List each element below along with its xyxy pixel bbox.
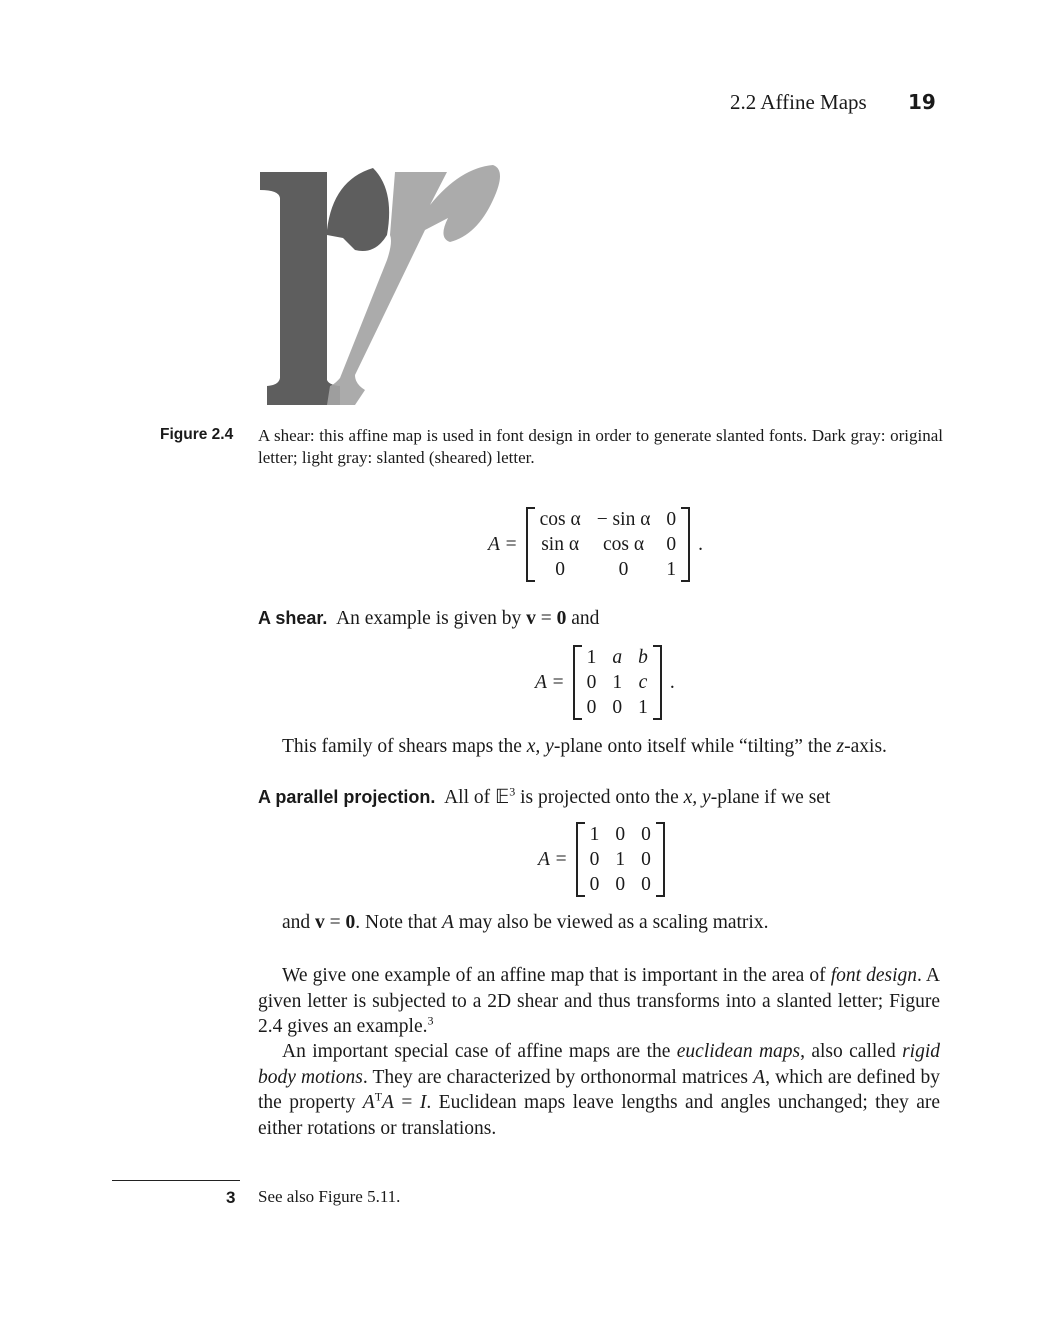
zero-vector: 0 (556, 608, 567, 629)
emphasis: font design (830, 965, 918, 986)
matrix-cell: a (612, 647, 623, 668)
matrix-period: . (698, 533, 704, 555)
figure-sheared-letter-r (255, 150, 515, 410)
matrix-cell: 0 (586, 672, 597, 693)
math: z (836, 736, 845, 757)
text: . A given letter is subjected to a 2D shear and thus transforms into a slanted letter; Figure 2.4 gives an example. (258, 965, 940, 1037)
matrix-cell: 0 (615, 824, 626, 845)
matrix-lhs: A = (538, 848, 568, 870)
shear-paragraph (258, 606, 599, 632)
text: and (566, 608, 600, 629)
projection-matrix (582, 822, 659, 897)
matrix-cell: 0 (666, 534, 677, 555)
matrix-cell: 1 (638, 697, 648, 718)
text: -axis. (844, 736, 887, 757)
matrix-cell: 0 (612, 697, 623, 718)
math: x, y (683, 787, 711, 808)
running-title: 2.2 Affine Maps (730, 90, 867, 114)
footnote-text: See also Figure 5.11. (258, 1187, 401, 1206)
text: This family of shears maps the (282, 736, 527, 757)
section-heading-shear: A shear. (258, 608, 328, 628)
footnote-rule (112, 1180, 240, 1181)
text: , also called (800, 1041, 903, 1062)
text: . They are characterized by orthonormal matrices (362, 1066, 754, 1088)
matrix-cell: 0 (641, 849, 651, 870)
matrix-cell: 0 (641, 874, 651, 895)
math: A (382, 1092, 394, 1113)
text: and (282, 912, 316, 933)
superscript: T (374, 1089, 383, 1104)
matrix-cell: 0 (555, 559, 566, 580)
paragraph-font-design (258, 963, 940, 1040)
text: is projected onto the (515, 787, 684, 808)
rotation-matrix-equation (488, 507, 703, 582)
matrix-cell: 0 (586, 697, 597, 718)
matrix-cell: b (638, 647, 648, 668)
matrix-cell: 1 (612, 672, 623, 693)
footnote-number: 3 (226, 1188, 236, 1207)
matrix-cell: 0 (589, 849, 600, 870)
text: , which are defined by the property (258, 1066, 940, 1113)
text: We give one example of an affine map that is important in the area of (282, 965, 831, 986)
shear-followup (282, 734, 887, 760)
matrix-cell: 1 (586, 647, 597, 668)
figure-caption: A shear: this affine map is used in font design in order to generate slanted fonts. Dark gray: original letter; light gray: slanted (sheared) letter. (258, 426, 943, 467)
projection-paragraph (258, 785, 830, 811)
math: A (441, 912, 454, 933)
math: 𝔼 (494, 787, 510, 808)
rotation-matrix (532, 507, 685, 582)
projection-matrix-equation (538, 822, 665, 897)
matrix-brackets (573, 645, 662, 720)
emphasis: euclidean maps (676, 1041, 801, 1062)
matrix-cell: 0 (618, 559, 629, 580)
math: I (419, 1092, 427, 1113)
shear-matrix-equation (535, 645, 675, 720)
zero-vector: 0 (345, 912, 356, 933)
matrix-cell: sin α (541, 534, 580, 555)
matrix-cell: 0 (666, 509, 677, 530)
math: A (753, 1066, 766, 1088)
text: may also be viewed as a scaling matrix. (453, 912, 769, 933)
emphasis: rigid body motions (258, 1041, 940, 1088)
matrix-cell: 0 (615, 874, 626, 895)
matrix-cell: − sin α (596, 509, 651, 530)
vector-v: v (526, 608, 536, 629)
matrix-brackets (526, 507, 691, 582)
text: = (535, 608, 557, 629)
text: = (393, 1092, 420, 1113)
text: An important special case of affine maps are the (282, 1041, 677, 1062)
vector-v: v (315, 912, 325, 933)
text: -plane if we set (710, 787, 831, 808)
figure-label: Figure 2.4 (160, 426, 234, 443)
section-heading-projection: A parallel projection. (258, 787, 436, 807)
superscript: 3 (509, 784, 516, 799)
matrix-cell: 1 (666, 559, 677, 580)
text: . Euclidean maps leave lengths and angles unchanged; they are either rotations or translations. (258, 1092, 940, 1139)
matrix-cell: cos α (603, 534, 645, 555)
matrix-lhs: A = (535, 671, 565, 693)
matrix-brackets (576, 822, 665, 897)
matrix-cell: 1 (589, 824, 600, 845)
matrix-cell: 0 (641, 824, 651, 845)
original-letter-r (260, 168, 389, 405)
shear-matrix (579, 645, 656, 720)
text: -plane onto itself while “tilting” the (553, 736, 837, 757)
text: All of (444, 787, 495, 808)
matrix-cell: 0 (589, 874, 600, 895)
matrix-period: . (669, 671, 675, 693)
projection-followup (282, 910, 768, 936)
matrix-cell: cos α (539, 509, 581, 530)
matrix-cell: c (638, 672, 648, 693)
matrix-cell: 1 (615, 849, 626, 870)
math: x, y (526, 736, 554, 757)
text: = (324, 912, 346, 933)
footnote-ref[interactable]: 3 (427, 1013, 434, 1028)
paragraph-euclidean-maps (258, 1039, 940, 1141)
page-number: 19 (908, 90, 936, 114)
matrix-lhs: A = (488, 533, 518, 555)
math: A (362, 1092, 375, 1113)
text: . Note that (355, 912, 442, 933)
text: An example is given by (336, 608, 527, 629)
